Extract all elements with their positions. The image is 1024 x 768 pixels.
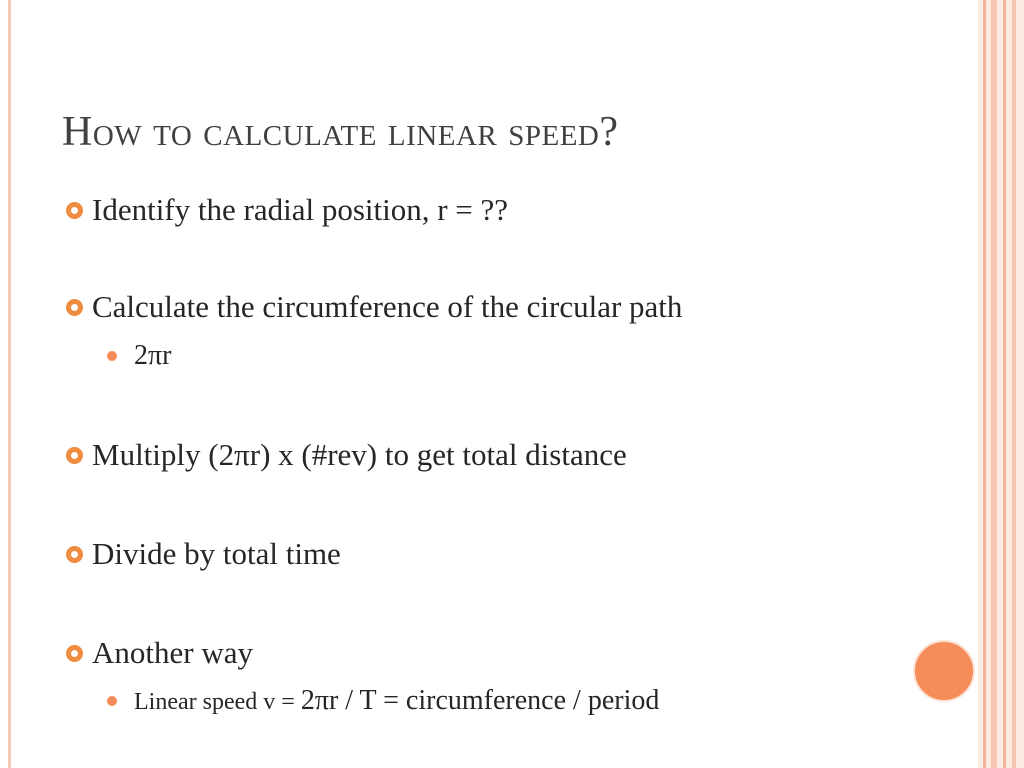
sub-bullet-formula: 2πr / T = circumference / period <box>300 685 660 716</box>
bullet-marker-icon <box>66 447 83 464</box>
bullet-item <box>92 534 341 574</box>
slide-title: How to calculate linear speed? <box>62 109 619 155</box>
sub-bullet-item <box>134 338 171 374</box>
bullet-item <box>92 190 508 230</box>
frame-line-left <box>8 0 11 768</box>
bullet-marker-icon <box>66 202 83 219</box>
bullet-text: Calculate the circumference of the circular path <box>92 289 683 324</box>
bullet-item <box>92 435 627 475</box>
bullet-marker-icon <box>66 546 83 563</box>
bullet-item <box>92 287 682 327</box>
sub-bullet-dot-icon <box>107 351 117 361</box>
sub-bullet-item <box>134 683 659 720</box>
frame-line-right <box>991 0 997 768</box>
bullet-text: Divide by total time <box>92 536 341 571</box>
frame-line-right <box>983 0 986 768</box>
accent-circle-decoration <box>913 640 975 702</box>
sub-bullet-text: 2πr <box>134 340 172 371</box>
bullet-marker-icon <box>66 645 83 662</box>
frame-line-right <box>1012 0 1016 768</box>
bullet-text: Another way <box>92 635 253 670</box>
sub-bullet-prefix: Linear speed v = <box>134 689 301 715</box>
bullet-item <box>92 633 253 673</box>
bullet-marker-icon <box>66 299 83 316</box>
frame-line-right <box>1003 0 1006 768</box>
sub-bullet-dot-icon <box>107 696 117 706</box>
bullet-text: Identify the radial position, r = ?? <box>92 192 509 227</box>
bullet-text: Multiply (2πr) x (#rev) to get total distance <box>92 437 627 472</box>
